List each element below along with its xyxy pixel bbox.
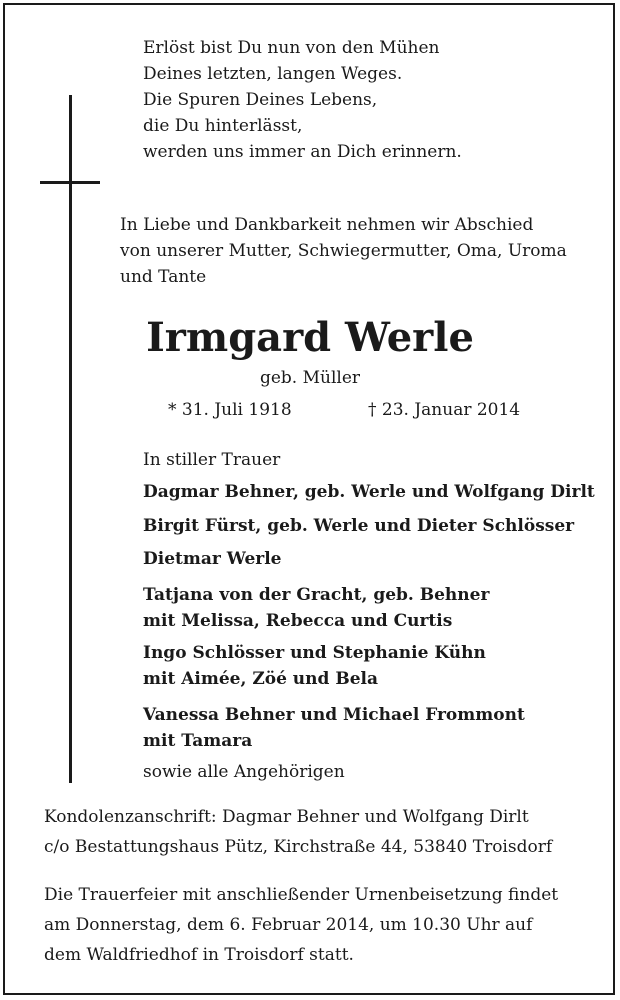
mourner-entry [143,702,525,754]
intro-line: und Tante [120,267,207,287]
death-date: † 23. Januar 2014 [368,400,521,420]
mourner-line: Ingo Schlösser und Stephanie Kühn [143,643,486,663]
intro-line: In Liebe und Dankbarkeit nehmen wir Abschied [120,215,534,235]
mourner-line: mit Aimée, Zöé und Bela [143,669,378,689]
cross-icon [69,95,72,783]
mourning-intro: In stiller Trauer [143,450,281,470]
ceremony-line: am Donnerstag, dem 6. Februar 2014, um 10.30 Uhr auf [44,915,533,935]
relatives-line: sowie alle Angehörigen [143,762,345,782]
mourner-line: mit Melissa, Rebecca und Curtis [143,611,453,631]
mourner-line: mit Tamara [143,731,253,751]
mourner-entry [143,640,486,692]
verse-line: die Du hinterlässt, [143,116,303,136]
ceremony-line: dem Waldfriedhof in Troisdorf statt. [44,945,354,965]
mourner-line: Vanessa Behner und Michael Frommont [143,705,525,725]
mourner-entry [143,482,595,502]
verse-line: Erlöst bist Du nun von den Mühen [143,38,440,58]
condolence-line: c/o Bestattungshaus Pütz, Kirchstraße 44, 53840 Troisdorf [44,837,553,857]
verse-line: Deines letzten, langen Weges. [143,64,403,84]
mourner-line: Tatjana von der Gracht, geb. Behner [143,585,490,605]
mourner-line: Dagmar Behner, geb. Werle und Wolfgang Dirlt [143,482,595,502]
mourner-line: Dietmar Werle [143,549,282,569]
maiden-name: geb. Müller [259,368,361,388]
deceased-name: Irmgard Werle [146,314,474,361]
mourner-line: Birgit Fürst, geb. Werle und Dieter Schlösser [143,516,575,536]
mourner-entry [143,582,489,634]
verse [143,35,462,165]
intro-text [120,212,576,290]
condolence-line: Kondolenzanschrift: Dagmar Behner und Wolfgang Dirlt [44,807,529,827]
verse-line: werden uns immer an Dich erinnern. [143,142,462,162]
mourner-entry [143,516,574,536]
intro-line: von unserer Mutter, Schwiegermutter, Oma, Uroma [120,241,567,261]
verse-line: Die Spuren Deines Lebens, [143,90,378,110]
birth-date: * 31. Juli 1918 [168,400,292,420]
mourner-entry [143,549,282,569]
cross-bar [40,181,100,184]
ceremony-line: Die Trauerfeier mit anschließender Urnenbeisetzung findet [44,885,559,905]
ceremony-info [44,880,577,970]
condolence-address [44,802,552,862]
